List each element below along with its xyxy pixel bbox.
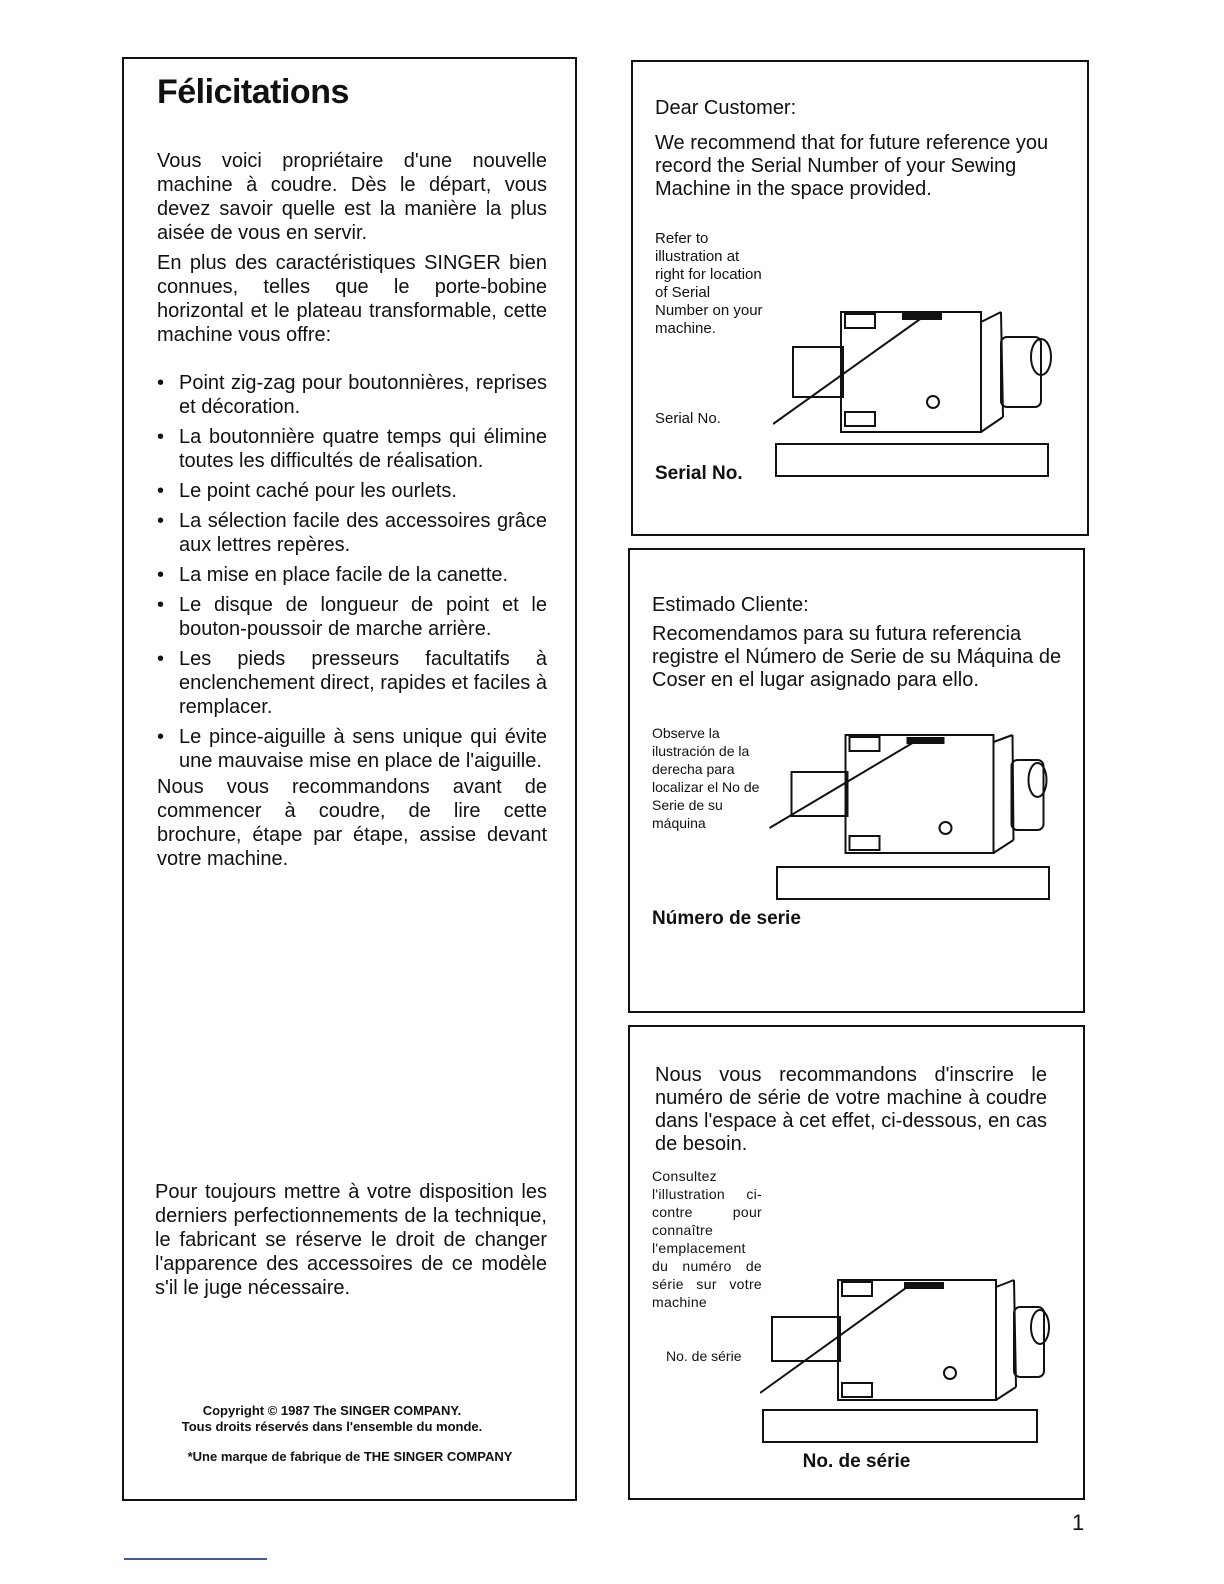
serial-label: Serial No.: [655, 463, 743, 484]
intro-paragraph-2: En plus des caractéristiques SINGER bien connues, telles que le porte-bobine horizontal et le plateau transformable, cette machine vous offre:: [157, 252, 547, 346]
machine-diagram-icon: [765, 730, 1050, 860]
closing-paragraph: Nous vous recommandons avant de commencer à coudre, de lire cette brochure, étape par étape, assise devant votre machine.: [157, 776, 547, 870]
felicitations-body: [157, 149, 547, 877]
serial-number-field[interactable]: [762, 1409, 1038, 1443]
notice-paragraph: Pour toujours mettre à votre disposition les derniers perfectionnements de la technique, le fabricant se réserve le droit de changer l'apparence des accessoires de ce modèle s'il le juge nécessaire.: [155, 1181, 547, 1299]
serial-label: Número de serie: [652, 908, 801, 929]
serial-number-field[interactable]: [776, 866, 1050, 900]
french-serial-panel: [628, 1025, 1085, 1500]
refer-note: Observe la ilustración de la derecha para localizar el No de Serie de su máquina: [652, 725, 760, 831]
spanish-serial-panel: [628, 548, 1085, 1013]
copyright-line: Copyright © 1987 The SINGER COMPANY.: [202, 1403, 462, 1418]
list-item: • La mise en place facile de la canette.: [157, 563, 547, 587]
list-item: • Le pince-aiguille à sens unique qui évite une mauvaise mise en place de l'aiguille.: [157, 725, 547, 773]
serial-number-field[interactable]: [775, 443, 1049, 477]
footer-rule: [124, 1558, 267, 1560]
page-number: 1: [1072, 1510, 1085, 1535]
machine-diagram-icon: [773, 302, 1053, 442]
page-title: Félicitations: [157, 73, 349, 111]
machine-diagram-icon: [760, 1275, 1050, 1405]
refer-note: Consultez l'illustration ci-contre pour connaître l'emplacement du numéro de série sur votre machine: [652, 1168, 762, 1310]
refer-note: Refer to illustration at right for location of Serial Number on your machine.: [655, 230, 763, 337]
serial-label: No. de série: [802, 1451, 911, 1472]
felicitations-panel: [122, 57, 577, 1501]
serial-label-small: Serial No.: [655, 410, 721, 427]
trademark-note: *Une marque de fabrique de THE SINGER COMPANY: [187, 1449, 513, 1464]
rights-line: Tous droits réservés dans l'ensemble du monde.: [181, 1419, 483, 1434]
feature-list: [157, 371, 547, 773]
greeting: Estimado Cliente:: [652, 594, 809, 616]
recommendation-text: We recommend that for future reference you record the Serial Number of your Sewing Machine in the space provided.: [655, 132, 1049, 200]
recommendation-text: Nous vous recommandons d'inscrire le numéro de série de votre machine à coudre dans l'espace à cet effet, ci-dessous, en cas de besoin.: [655, 1064, 1047, 1155]
list-item: • Le disque de longueur de point et le bouton-poussoir de marche arrière.: [157, 593, 547, 641]
english-serial-panel: [631, 60, 1089, 536]
intro-paragraph-1: Vous voici propriétaire d'une nouvelle machine à coudre. Dès le départ, vous devez savoir quelle est la manière la plus aisée de vous en servir.: [157, 150, 547, 244]
list-item: • La sélection facile des accessoires grâce aux lettres repères.: [157, 509, 547, 557]
copyright-block: [124, 1403, 540, 1435]
list-item: • La boutonnière quatre temps qui élimine toutes les difficultés de réalisation.: [157, 425, 547, 473]
greeting: Dear Customer:: [655, 97, 797, 119]
list-item: • Le point caché pour les ourlets.: [157, 479, 547, 503]
serial-label-small: No. de série: [666, 1348, 742, 1364]
recommendation-text: Recomendamos para su futura referencia registre el Número de Serie de su Máquina de Coser en el lugar asignado para ello.: [652, 623, 1062, 691]
list-item: • Les pieds presseurs facultatifs à enclenchement direct, rapides et faciles à remplacer.: [157, 647, 547, 719]
list-item: • Point zig-zag pour boutonnières, reprises et décoration.: [157, 371, 547, 419]
